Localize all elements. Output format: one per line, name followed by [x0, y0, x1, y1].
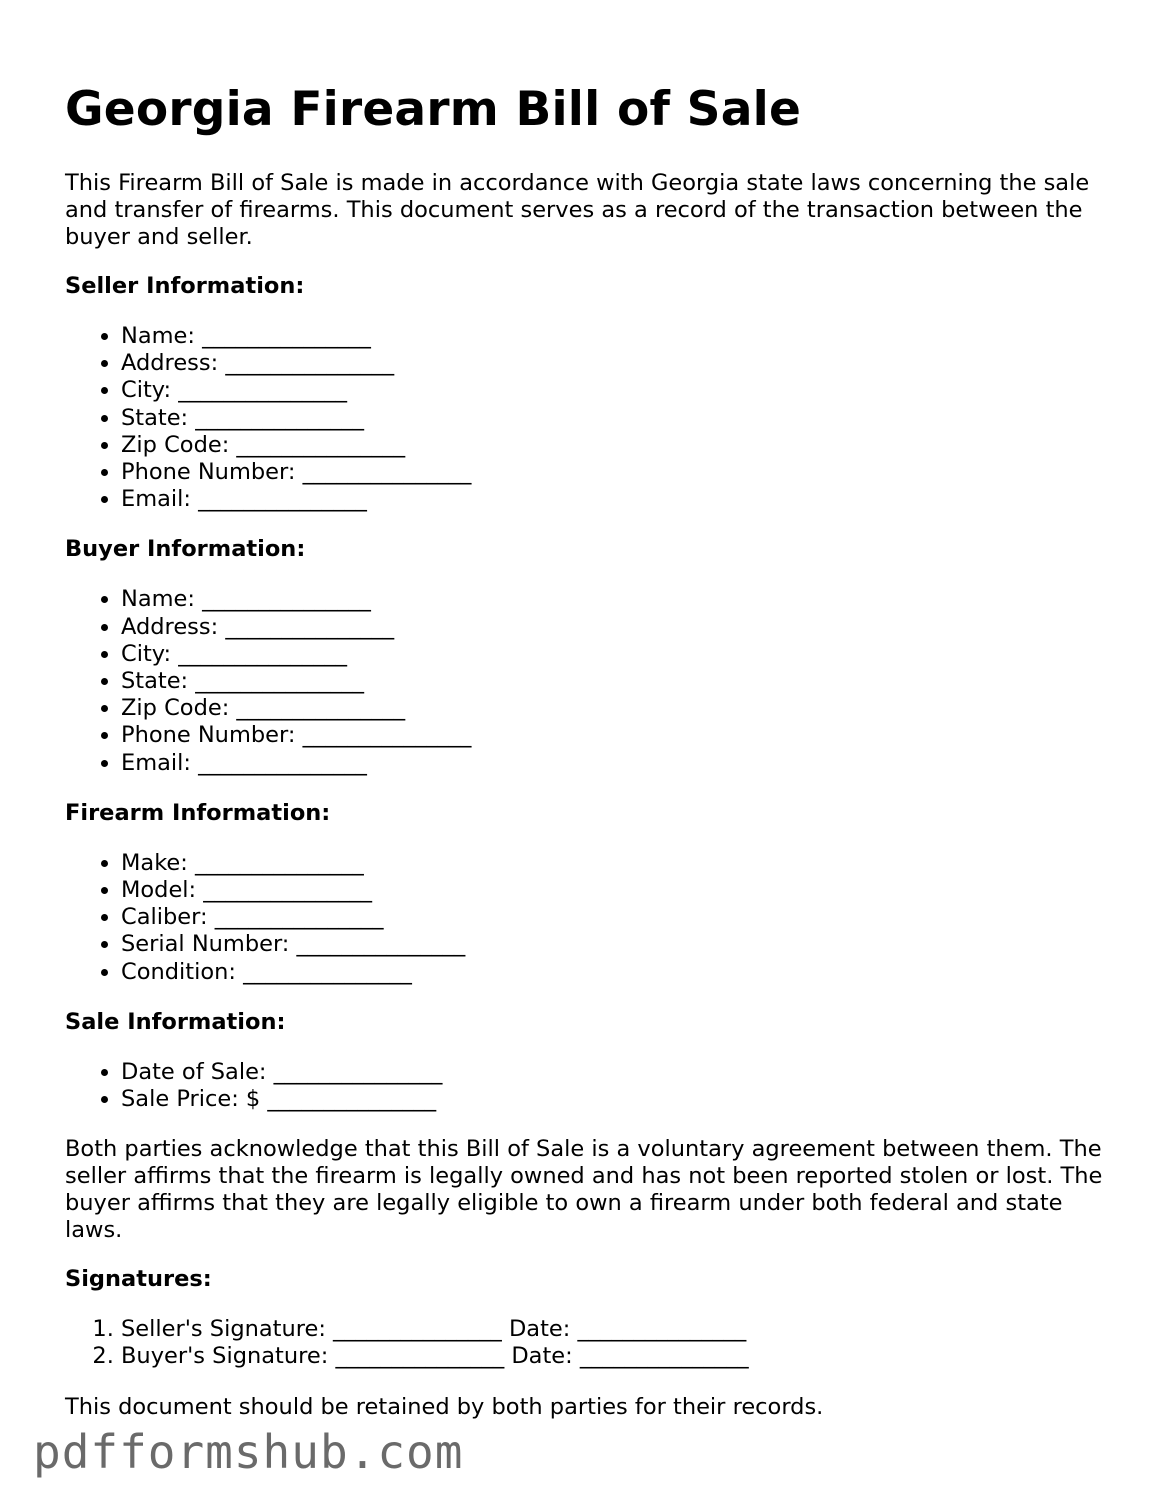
sale-price-field: • Sale Price: $ _______________: [121, 1086, 1115, 1113]
watermark: pdfformshub.com: [33, 1425, 464, 1479]
buyer-phone-field: • Phone Number: _______________: [121, 722, 1115, 749]
sale-fields: [65, 1059, 1115, 1113]
buyer-signature-line: 2. Buyer's Signature: _______________ Date: _______________: [121, 1343, 1115, 1370]
buyer-zip-field: • Zip Code: _______________: [121, 695, 1115, 722]
retention-note: This document should be retained by both parties for their records.: [65, 1393, 824, 1420]
seller-signature-line: 1. Seller's Signature: _______________ Date: _______________: [121, 1316, 1115, 1343]
sale-heading: Sale Information:: [65, 1008, 286, 1035]
document: [65, 80, 1115, 1421]
buyer-name-field: • Name: _______________: [121, 586, 1115, 613]
firearm-condition-field: • Condition: _______________: [121, 959, 1115, 986]
page-title: Georgia Firearm Bill of Sale: [65, 82, 802, 137]
seller-phone-field: • Phone Number: _______________: [121, 459, 1115, 486]
seller-name-field: • Name: _______________: [121, 323, 1115, 350]
firearm-caliber-field: • Caliber: _______________: [121, 904, 1115, 931]
acknowledgment-paragraph: Both parties acknowledge that this Bill of Sale is a voluntary agreement between them. The seller affirms that the firearm is legally owned and has not been reported stolen or lost. The buyer affirms that they are legally eligible to own a firearm under both federal and state laws.: [65, 1136, 1103, 1244]
seller-heading: Seller Information:: [65, 273, 305, 299]
seller-fields: [65, 323, 1115, 513]
intro-paragraph: This Firearm Bill of Sale is made in accordance with Georgia state laws concerning the sale and transfer of firearms. This document serves as a record of the transaction between the buyer and seller.: [65, 170, 1090, 250]
buyer-fields: [65, 586, 1115, 776]
sale-date-field: • Date of Sale: _______________: [121, 1059, 1115, 1086]
firearm-heading: Firearm Information:: [65, 799, 331, 826]
buyer-heading: Buyer Information:: [65, 536, 306, 563]
seller-address-field: • Address: _______________: [121, 350, 1115, 377]
signature-lines: [65, 1316, 1115, 1370]
signatures-heading: Signatures:: [65, 1266, 212, 1293]
firearm-model-field: • Model: _______________: [121, 877, 1115, 904]
seller-zip-field: • Zip Code: _______________: [121, 432, 1115, 459]
firearm-fields: [65, 850, 1115, 986]
seller-state-field: • State: _______________: [121, 405, 1115, 432]
buyer-state-field: • State: _______________: [121, 668, 1115, 695]
buyer-city-field: • City: _______________: [121, 641, 1115, 668]
buyer-address-field: • Address: _______________: [121, 614, 1115, 641]
firearm-make-field: • Make: _______________: [121, 850, 1115, 877]
firearm-serial-field: • Serial Number: _______________: [121, 931, 1115, 958]
buyer-email-field: • Email: _______________: [121, 750, 1115, 777]
seller-email-field: • Email: _______________: [121, 486, 1115, 513]
seller-city-field: • City: _______________: [121, 377, 1115, 404]
